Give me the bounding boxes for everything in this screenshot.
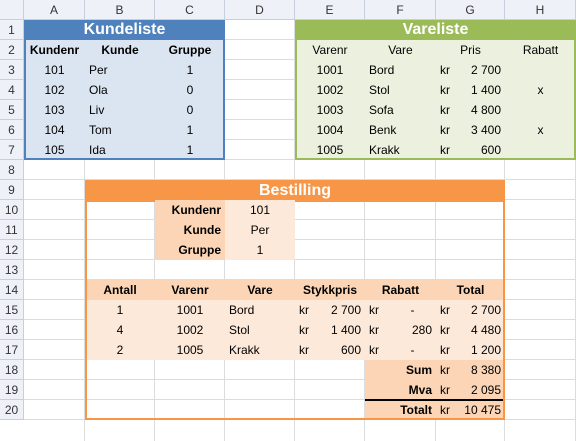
row-header-15[interactable]: 15: [0, 300, 24, 320]
kundeliste-cell[interactable]: 0: [186, 103, 194, 117]
column-header-c[interactable]: C: [155, 0, 225, 20]
kundeliste-title: Kundeliste: [24, 20, 225, 40]
column-header-e[interactable]: E: [295, 0, 365, 20]
vareliste-varenr[interactable]: 1002: [316, 83, 344, 97]
row-header-19[interactable]: 19: [0, 380, 24, 400]
vareliste-rabatt[interactable]: [505, 140, 576, 160]
bestilling-currency[interactable]: kr: [369, 303, 379, 317]
grid-line: [24, 219, 576, 220]
vareliste-varenr[interactable]: 1001: [316, 63, 344, 77]
vareliste-header[interactable]: Varenr: [312, 43, 348, 57]
kundeliste-cell[interactable]: 104: [44, 123, 65, 137]
bestilling-header[interactable]: Rabatt: [381, 283, 420, 297]
bestilling-summary-value[interactable]: 10 475: [464, 403, 501, 417]
vareliste-title: Vareliste: [295, 20, 576, 40]
vareliste-vare[interactable]: Krakk: [369, 143, 400, 157]
bestilling-rabatt[interactable]: -: [410, 343, 415, 357]
bestilling-header[interactable]: Varenr: [171, 283, 209, 297]
kundeliste-cell[interactable]: 1: [186, 143, 194, 157]
bestilling-stykkpris[interactable]: 600: [340, 343, 361, 357]
bestilling-currency[interactable]: kr: [440, 303, 450, 317]
bestilling-currency[interactable]: kr: [369, 323, 379, 337]
bestilling-info-value[interactable]: 101: [249, 203, 271, 217]
vareliste-varenr[interactable]: 1004: [316, 123, 344, 137]
kundeliste-header[interactable]: Gruppe: [168, 43, 212, 57]
row-header-20[interactable]: 20: [0, 400, 24, 420]
vareliste-currency[interactable]: kr: [440, 143, 450, 157]
bestilling-total[interactable]: 2 700: [470, 303, 501, 317]
vareliste-currency[interactable]: kr: [440, 63, 450, 77]
bestilling-varenr[interactable]: 1005: [176, 343, 204, 357]
grid-line: [24, 259, 576, 260]
bestilling-currency[interactable]: kr: [299, 343, 309, 357]
kundeliste-cell[interactable]: 1: [186, 63, 194, 77]
row-header-5[interactable]: 5: [0, 100, 24, 120]
vareliste-varenr[interactable]: 1005: [316, 143, 344, 157]
kundeliste-cell[interactable]: Liv: [89, 103, 105, 117]
row-header-12[interactable]: 12: [0, 240, 24, 260]
kundeliste-header[interactable]: Kundenr: [29, 43, 80, 57]
vareliste-currency[interactable]: kr: [440, 83, 450, 97]
bestilling-info-value[interactable]: Per: [250, 223, 270, 237]
column-header-f[interactable]: F: [365, 0, 436, 20]
kundeliste-cell[interactable]: Tom: [89, 123, 112, 137]
bestilling-vare[interactable]: Stol: [229, 323, 250, 337]
bestilling-stykkpris[interactable]: 1 400: [330, 323, 361, 337]
bestilling-summary-value[interactable]: 2 095: [470, 383, 501, 397]
bestilling-stykkpris[interactable]: 2 700: [330, 303, 361, 317]
column-header-h[interactable]: H: [505, 0, 576, 20]
bestilling-summary-value[interactable]: 8 380: [470, 363, 501, 377]
vareliste-header[interactable]: Vare: [388, 43, 413, 57]
select-all-corner[interactable]: [0, 0, 24, 20]
bestilling-currency[interactable]: kr: [299, 323, 309, 337]
row-header-8[interactable]: 8: [0, 160, 24, 180]
row-header-2[interactable]: 2: [0, 40, 24, 60]
row-header-3[interactable]: 3: [0, 60, 24, 80]
vareliste-pris[interactable]: 4 800: [470, 103, 501, 117]
row-header-17[interactable]: 17: [0, 340, 24, 360]
bestilling-summary-label[interactable]: Sum: [405, 363, 432, 377]
bestilling-total[interactable]: 1 200: [470, 343, 501, 357]
column-header-a[interactable]: A: [24, 0, 85, 20]
bestilling-rabatt[interactable]: 280: [411, 323, 432, 337]
bestilling-currency[interactable]: kr: [440, 403, 450, 417]
row-header-14[interactable]: 14: [0, 280, 24, 300]
bestilling-varenr[interactable]: 1002: [176, 323, 204, 337]
bestilling-info-value[interactable]: 1: [256, 243, 264, 257]
row-header-11[interactable]: 11: [0, 220, 24, 240]
bestilling-currency[interactable]: kr: [440, 343, 450, 357]
bestilling-currency[interactable]: kr: [440, 383, 450, 397]
bestilling-title: Bestilling: [85, 180, 505, 202]
bestilling-currency[interactable]: kr: [369, 343, 379, 357]
row-header-4[interactable]: 4: [0, 80, 24, 100]
bestilling-vare[interactable]: Bord: [229, 303, 255, 317]
vareliste-pris[interactable]: 2 700: [470, 63, 501, 77]
bestilling-info-label[interactable]: Kundenr: [171, 203, 221, 217]
vareliste-header[interactable]: Rabatt: [522, 43, 559, 57]
bestilling-varenr[interactable]: 1001: [176, 303, 204, 317]
row-header-18[interactable]: 18: [0, 360, 24, 380]
vareliste-vare[interactable]: Bord: [369, 63, 395, 77]
bestilling-currency[interactable]: kr: [299, 303, 309, 317]
totalt-top-border: [365, 399, 505, 401]
kundeliste-cell[interactable]: 105: [44, 143, 65, 157]
vareliste-varenr[interactable]: 1003: [316, 103, 344, 117]
kundeliste-cell[interactable]: 0: [186, 83, 194, 97]
row-header-9[interactable]: 9: [0, 180, 24, 200]
vareliste-vare[interactable]: Stol: [369, 83, 390, 97]
bestilling-summary-label[interactable]: Totalt: [400, 403, 432, 417]
vareliste-rabatt[interactable]: [505, 60, 576, 80]
bestilling-antall[interactable]: 4: [116, 323, 124, 337]
vareliste-rabatt[interactable]: x: [537, 83, 544, 97]
row-header-16[interactable]: 16: [0, 320, 24, 340]
vareliste-vare[interactable]: Sofa: [369, 103, 394, 117]
vareliste-pris[interactable]: 600: [480, 143, 501, 157]
vareliste-pris[interactable]: 3 400: [470, 123, 501, 137]
bestilling-header[interactable]: Vare: [247, 283, 273, 297]
bestilling-vare[interactable]: Krakk: [229, 343, 260, 357]
bestilling-currency[interactable]: kr: [440, 363, 450, 377]
kundeliste-header[interactable]: Kunde: [101, 43, 139, 57]
bestilling-header[interactable]: Total: [456, 283, 485, 297]
column-header-d[interactable]: D: [225, 0, 295, 20]
vareliste-pris[interactable]: 1 400: [470, 83, 501, 97]
vareliste-rabatt[interactable]: [505, 100, 576, 120]
bestilling-info-label[interactable]: Gruppe: [178, 243, 221, 257]
bestilling-header[interactable]: Stykkpris: [302, 283, 358, 297]
column-header-g[interactable]: G: [436, 0, 505, 20]
vareliste-currency[interactable]: kr: [440, 103, 450, 117]
row-header-6[interactable]: 6: [0, 120, 24, 140]
vareliste-rabatt[interactable]: x: [537, 123, 544, 137]
kundeliste-cell[interactable]: Ola: [89, 83, 108, 97]
kundeliste-cell[interactable]: 102: [44, 83, 65, 97]
kundeliste-cell[interactable]: 1: [186, 123, 194, 137]
row-header-7[interactable]: 7: [0, 140, 24, 160]
kundeliste-cell[interactable]: Per: [89, 63, 108, 77]
bestilling-currency[interactable]: kr: [440, 323, 450, 337]
kundeliste-cell[interactable]: 103: [44, 103, 65, 117]
bestilling-rabatt[interactable]: -: [410, 303, 415, 317]
kundeliste-cell[interactable]: Ida: [89, 143, 106, 157]
bestilling-header[interactable]: Antall: [103, 283, 137, 297]
column-header-b[interactable]: B: [85, 0, 155, 20]
bestilling-antall[interactable]: 2: [116, 343, 124, 357]
bestilling-antall[interactable]: 1: [116, 303, 124, 317]
bestilling-info-label[interactable]: Kunde: [183, 223, 221, 237]
row-header-13[interactable]: 13: [0, 260, 24, 280]
vareliste-currency[interactable]: kr: [440, 123, 450, 137]
bestilling-summary-label[interactable]: Mva: [408, 383, 432, 397]
row-header-10[interactable]: 10: [0, 200, 24, 220]
vareliste-vare[interactable]: Benk: [369, 123, 397, 137]
row-header-1[interactable]: 1: [0, 20, 24, 40]
grid-line: [24, 239, 576, 240]
vareliste-header[interactable]: Pris: [460, 43, 481, 57]
bestilling-total[interactable]: 4 480: [470, 323, 501, 337]
kundeliste-cell[interactable]: 101: [44, 63, 65, 77]
